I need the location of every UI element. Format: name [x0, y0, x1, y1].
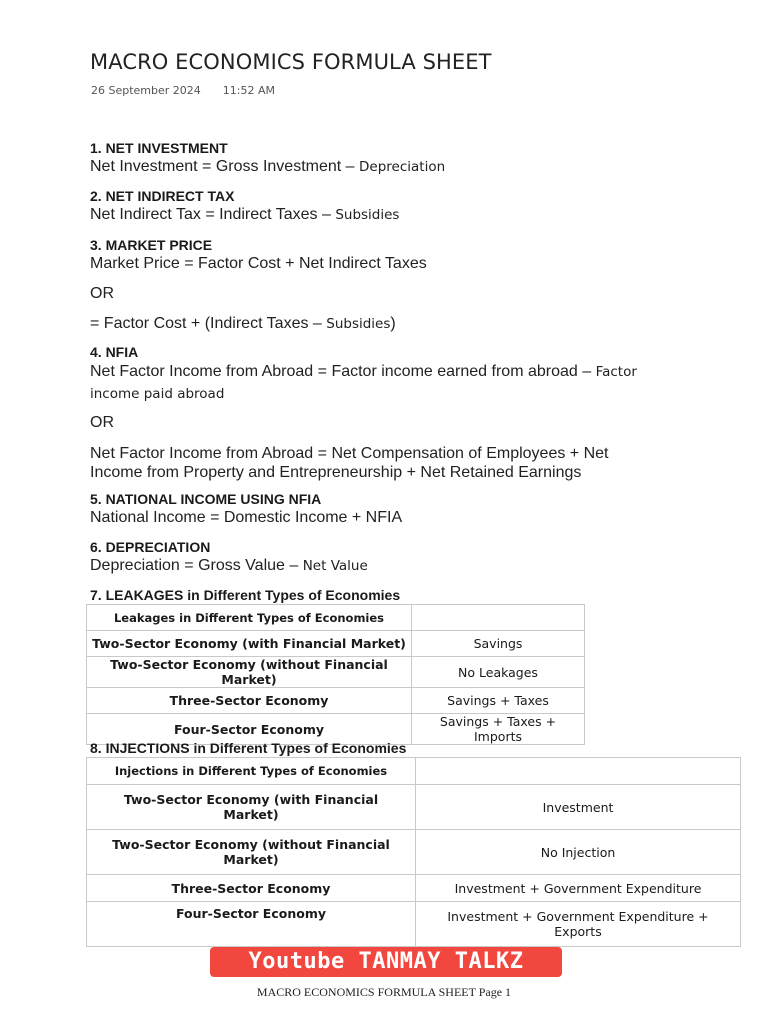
- table-cell: Two-Sector Economy (with Financial Market): [87, 785, 416, 830]
- section-heading: 5. NATIONAL INCOME USING NFIA: [90, 491, 322, 507]
- section-net-indirect-tax: [90, 188, 690, 225]
- youtube-banner: Youtube TANMAY TALKZ: [210, 947, 562, 977]
- formula-text: [90, 556, 690, 576]
- table-header-row: [87, 605, 585, 631]
- formula-end: ): [390, 315, 396, 332]
- table-cell: Two-Sector Economy (without Financial Market): [87, 830, 416, 875]
- document-time: 11:52 AM: [222, 84, 276, 97]
- table-cell: Savings + Taxes + Imports: [412, 714, 585, 745]
- formula-text: [90, 205, 690, 225]
- section-depreciation: [90, 539, 690, 576]
- table-cell: Three-Sector Economy: [87, 688, 412, 714]
- table-cell: Four-Sector Economy: [87, 714, 412, 745]
- table-row: [87, 875, 741, 902]
- document-date: 26 September 2024: [91, 84, 201, 97]
- formula-alt: Net Factor Income from Abroad = Net Compensation of Employees + Net Income from Property and Entrepreneurship + Net Retained Earnings: [90, 445, 609, 481]
- table-row: [87, 688, 585, 714]
- injections-table: [86, 757, 741, 947]
- formula-text: [90, 361, 680, 405]
- leakages-table: [86, 604, 585, 745]
- formula-tail: Subsidies: [326, 316, 391, 332]
- formula-main: Net Investment = Gross Investment –: [90, 158, 359, 175]
- section-heading: 1. NET INVESTMENT: [90, 140, 228, 156]
- formula-alt: [90, 315, 396, 333]
- section-heading: 3. MARKET PRICE: [90, 237, 213, 253]
- table-cell: Three-Sector Economy: [87, 875, 416, 902]
- section-nfia: [90, 344, 680, 405]
- table-cell: Savings + Taxes: [412, 688, 585, 714]
- table-row: [87, 631, 585, 657]
- table-cell: Investment + Government Expenditure + Exports: [416, 902, 741, 947]
- section-injections: [90, 740, 690, 757]
- formula-main: = Factor Cost + (Indirect Taxes –: [90, 315, 327, 332]
- formula-main: Depreciation = Gross Value –: [90, 557, 303, 574]
- section-heading: 2. NET INDIRECT TAX: [90, 188, 235, 204]
- document-meta: [91, 84, 275, 97]
- table-cell: Savings: [412, 631, 585, 657]
- table-header-cell: Injections in Different Types of Economies: [87, 758, 416, 785]
- section-heading: 7. LEAKAGES in Different Types of Economies: [90, 587, 401, 603]
- or-separator: OR: [90, 414, 114, 431]
- formula-main: Net Indirect Tax = Indirect Taxes –: [90, 206, 336, 223]
- section-heading: 6. DEPRECIATION: [90, 539, 211, 555]
- table-header-cell: Leakages in Different Types of Economies: [87, 605, 412, 631]
- section-heading: 4. NFIA: [90, 344, 139, 360]
- table-header-cell: [412, 605, 585, 631]
- table-row: [87, 657, 585, 688]
- table-cell: Two-Sector Economy (without Financial Market): [87, 657, 412, 688]
- table-cell: No Leakages: [412, 657, 585, 688]
- formula-main: Net Factor Income from Abroad = Factor income earned from abroad –: [90, 363, 596, 380]
- table-cell: Two-Sector Economy (with Financial Market): [87, 631, 412, 657]
- table-cell: Four-Sector Economy: [87, 902, 416, 947]
- formula-tail: Subsidies: [335, 207, 400, 223]
- table-header-cell: [416, 758, 741, 785]
- formula-text: National Income = Domestic Income + NFIA: [90, 509, 403, 526]
- formula-tail: Depreciation: [359, 159, 446, 175]
- section-heading: 8. INJECTIONS in Different Types of Economies: [90, 740, 407, 756]
- formula-text: [90, 157, 690, 177]
- table-row: [87, 785, 741, 830]
- page-title: MACRO ECONOMICS FORMULA SHEET: [90, 50, 492, 74]
- table-cell: Investment: [416, 785, 741, 830]
- table-cell: No Injection: [416, 830, 741, 875]
- formula-text: Market Price = Factor Cost + Net Indirect Taxes: [90, 255, 427, 272]
- formula-tail: Net Value: [302, 558, 368, 574]
- table-cell: Investment + Government Expenditure: [416, 875, 741, 902]
- table-header-row: [87, 758, 741, 785]
- section-national-income: [90, 491, 690, 527]
- table-row: [87, 830, 741, 875]
- page-footer: MACRO ECONOMICS FORMULA SHEET Page 1: [256, 985, 512, 999]
- section-leakages: [90, 587, 690, 604]
- section-market-price: [90, 237, 690, 273]
- or-separator: OR: [90, 285, 114, 302]
- section-net-investment: [90, 140, 690, 177]
- formula-tail: Factor income paid abroad: [90, 364, 637, 402]
- table-row: [87, 902, 741, 947]
